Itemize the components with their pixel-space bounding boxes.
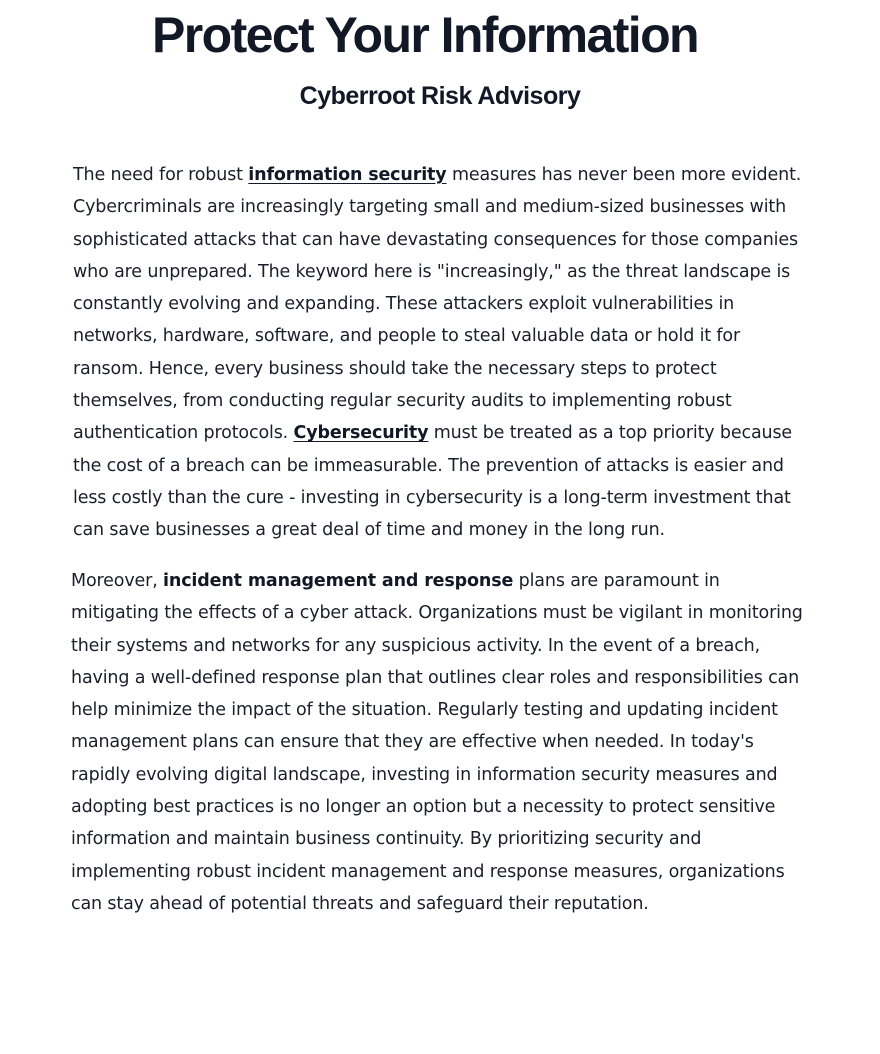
incident-management-emphasis: incident management and response: [163, 571, 514, 591]
page-title: Protect Your Information: [152, 7, 698, 63]
information-security-link[interactable]: information security: [248, 165, 447, 185]
cybersecurity-link[interactable]: Cybersecurity: [293, 423, 429, 444]
page-subtitle: Cyberroot Risk Advisory: [299, 82, 581, 110]
paragraph-text: The need for robust: [73, 165, 249, 185]
paragraph-text: measures has never been more evident. Cybercriminals are increasingly targeting small and medium-sized businesses with sophisticated attacks that can have devastating consequences for those companies who are unprepared. The keyword here is "increasingly," as the threat landscape is constantly evolving and expanding. These attackers exploit vulnerabilities in networks, hardware, software, and people to steal valuable data or hold it for ransom. Hence, every business should take the necessary steps to protect themselves, from conducting regular security audits to implementing robust authentication protocols.: [73, 165, 802, 444]
paragraph-text: Moreover,: [71, 571, 164, 591]
intro-paragraph: [73, 159, 811, 547]
paragraph-text: must be treated as a top priority because the cost of a breach can be immeasurable. The prevention of attacks is easier and less costly than the cure - investing in cybersecurity is a long-term investment that can save businesses a great deal of time and money in the long run.: [73, 423, 793, 541]
paragraph-text: plans are paramount in mitigating the effects of a cyber attack. Organizations must be vigilant in monitoring their systems and networks for any suspicious activity. In the event of a breach, having a well-defined response plan that outlines clear roles and responsibilities can help minimize the impact of the situation. Regularly testing and updating incident management plans can ensure that they are effective when needed. In today's rapidly evolving digital landscape, investing in information security measures and adopting best practices is no longer an option but a necessity to protect sensitive information and maintain business continuity. By prioritizing security and implementing robust incident management and response measures, organizations can stay ahead of potential threats and safeguard their reputation.: [71, 571, 803, 914]
incident-management-paragraph: [71, 565, 811, 920]
